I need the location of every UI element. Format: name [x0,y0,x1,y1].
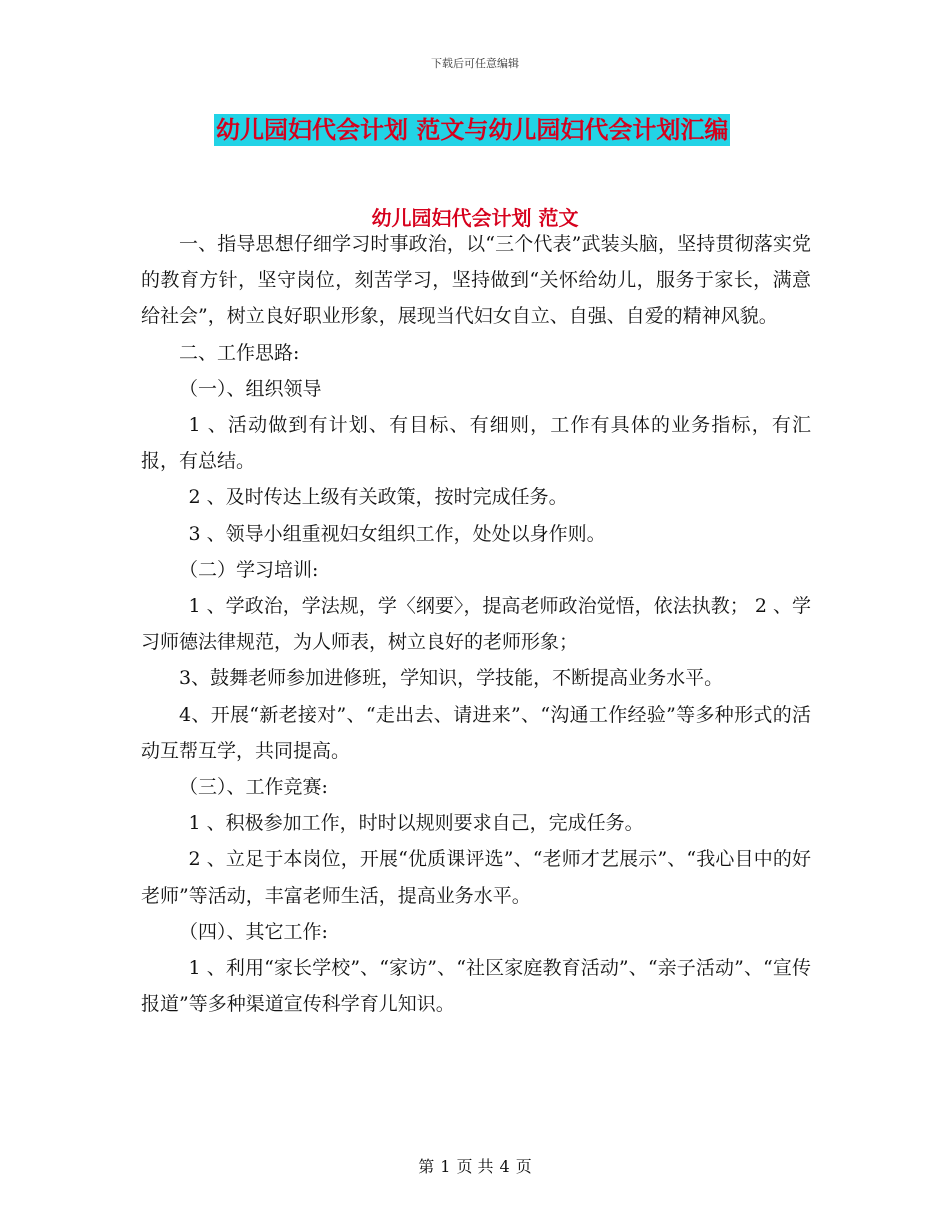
paragraph-item: 3 、领导小组重视妇女组织工作，处处以身作则。 [188,522,606,545]
paragraph-item: 1 、利用“家长学校”、“家访”、“社区家庭教育活动”、“亲子活动”、“宣传报道”等多种渠道宣传科学育儿知识。 [141,957,811,1016]
page-footer [0,1154,950,1177]
paragraph-guiding-ideology: 一、指导思想仔细学习时事政治，以“三个代表”武装头脑，坚持贯彻落实党的教育方针，坚守岗位，刻苦学习，坚持做到“关怀给幼儿，服务于家长，满意给社会”，树立良好职业形象，展现当代妇女自立、自强、自爱的精神风貌。 [141,233,811,328]
paragraph-item: 1 、学政治，学法规，学〈纲要〉，提高老师政治觉悟，依法执教； 2 、学习师德法律规范，为人师表，树立良好的老师形象； [141,595,811,654]
paragraph-work-ideas-heading: 二、工作思路: [179,341,300,364]
paragraph-item: 3、鼓舞老师参加进修班，学知识，学技能，不断提高业务水平。 [179,667,724,690]
paragraph-section-3-heading: （三）、工作竞赛: [179,776,328,799]
page-header-note: 下载后可任意编辑 [431,57,519,70]
paragraph-section-1-heading: （一）、组织领导 [179,377,322,400]
footer-total-pages: 4 [499,1157,510,1176]
paragraph-section-4-heading: （四）、其它工作: [179,920,328,943]
footer-middle: 页 共 [456,1157,494,1176]
paragraph-item: 1 、积极参加工作，时时以规则要求自己，完成任务。 [188,812,644,835]
document-body [141,226,811,1022]
paragraph-section-2-heading: （二）学习培训: [179,558,319,581]
footer-page-number: 1 [440,1157,451,1176]
paragraph-item: 2 、及时传达上级有关政策，按时完成任务。 [188,486,568,509]
paragraph-item: 2 、立足于本岗位，开展“优质课评选”、“老师才艺展示”、“我心目中的好老师”等活动，丰富老师生活，提高业务水平。 [141,848,811,907]
paragraph-item: 1 、活动做到有计划、有目标、有细则，工作有具体的业务指标，有汇报，有总结。 [141,414,811,473]
footer-suffix: 页 [515,1157,532,1176]
footer-prefix: 第 [418,1157,435,1176]
document-sub-title: 幼儿园妇代会计划 范文 [371,206,579,230]
document-main-title: 幼儿园妇代会计划 范文与幼儿园妇代会计划汇编 [216,115,729,144]
paragraph-item: 4、开展“新老接对”、“走出去、请进来”、“沟通工作经验”等多种形式的活动互帮互学，共同提高。 [141,703,811,762]
